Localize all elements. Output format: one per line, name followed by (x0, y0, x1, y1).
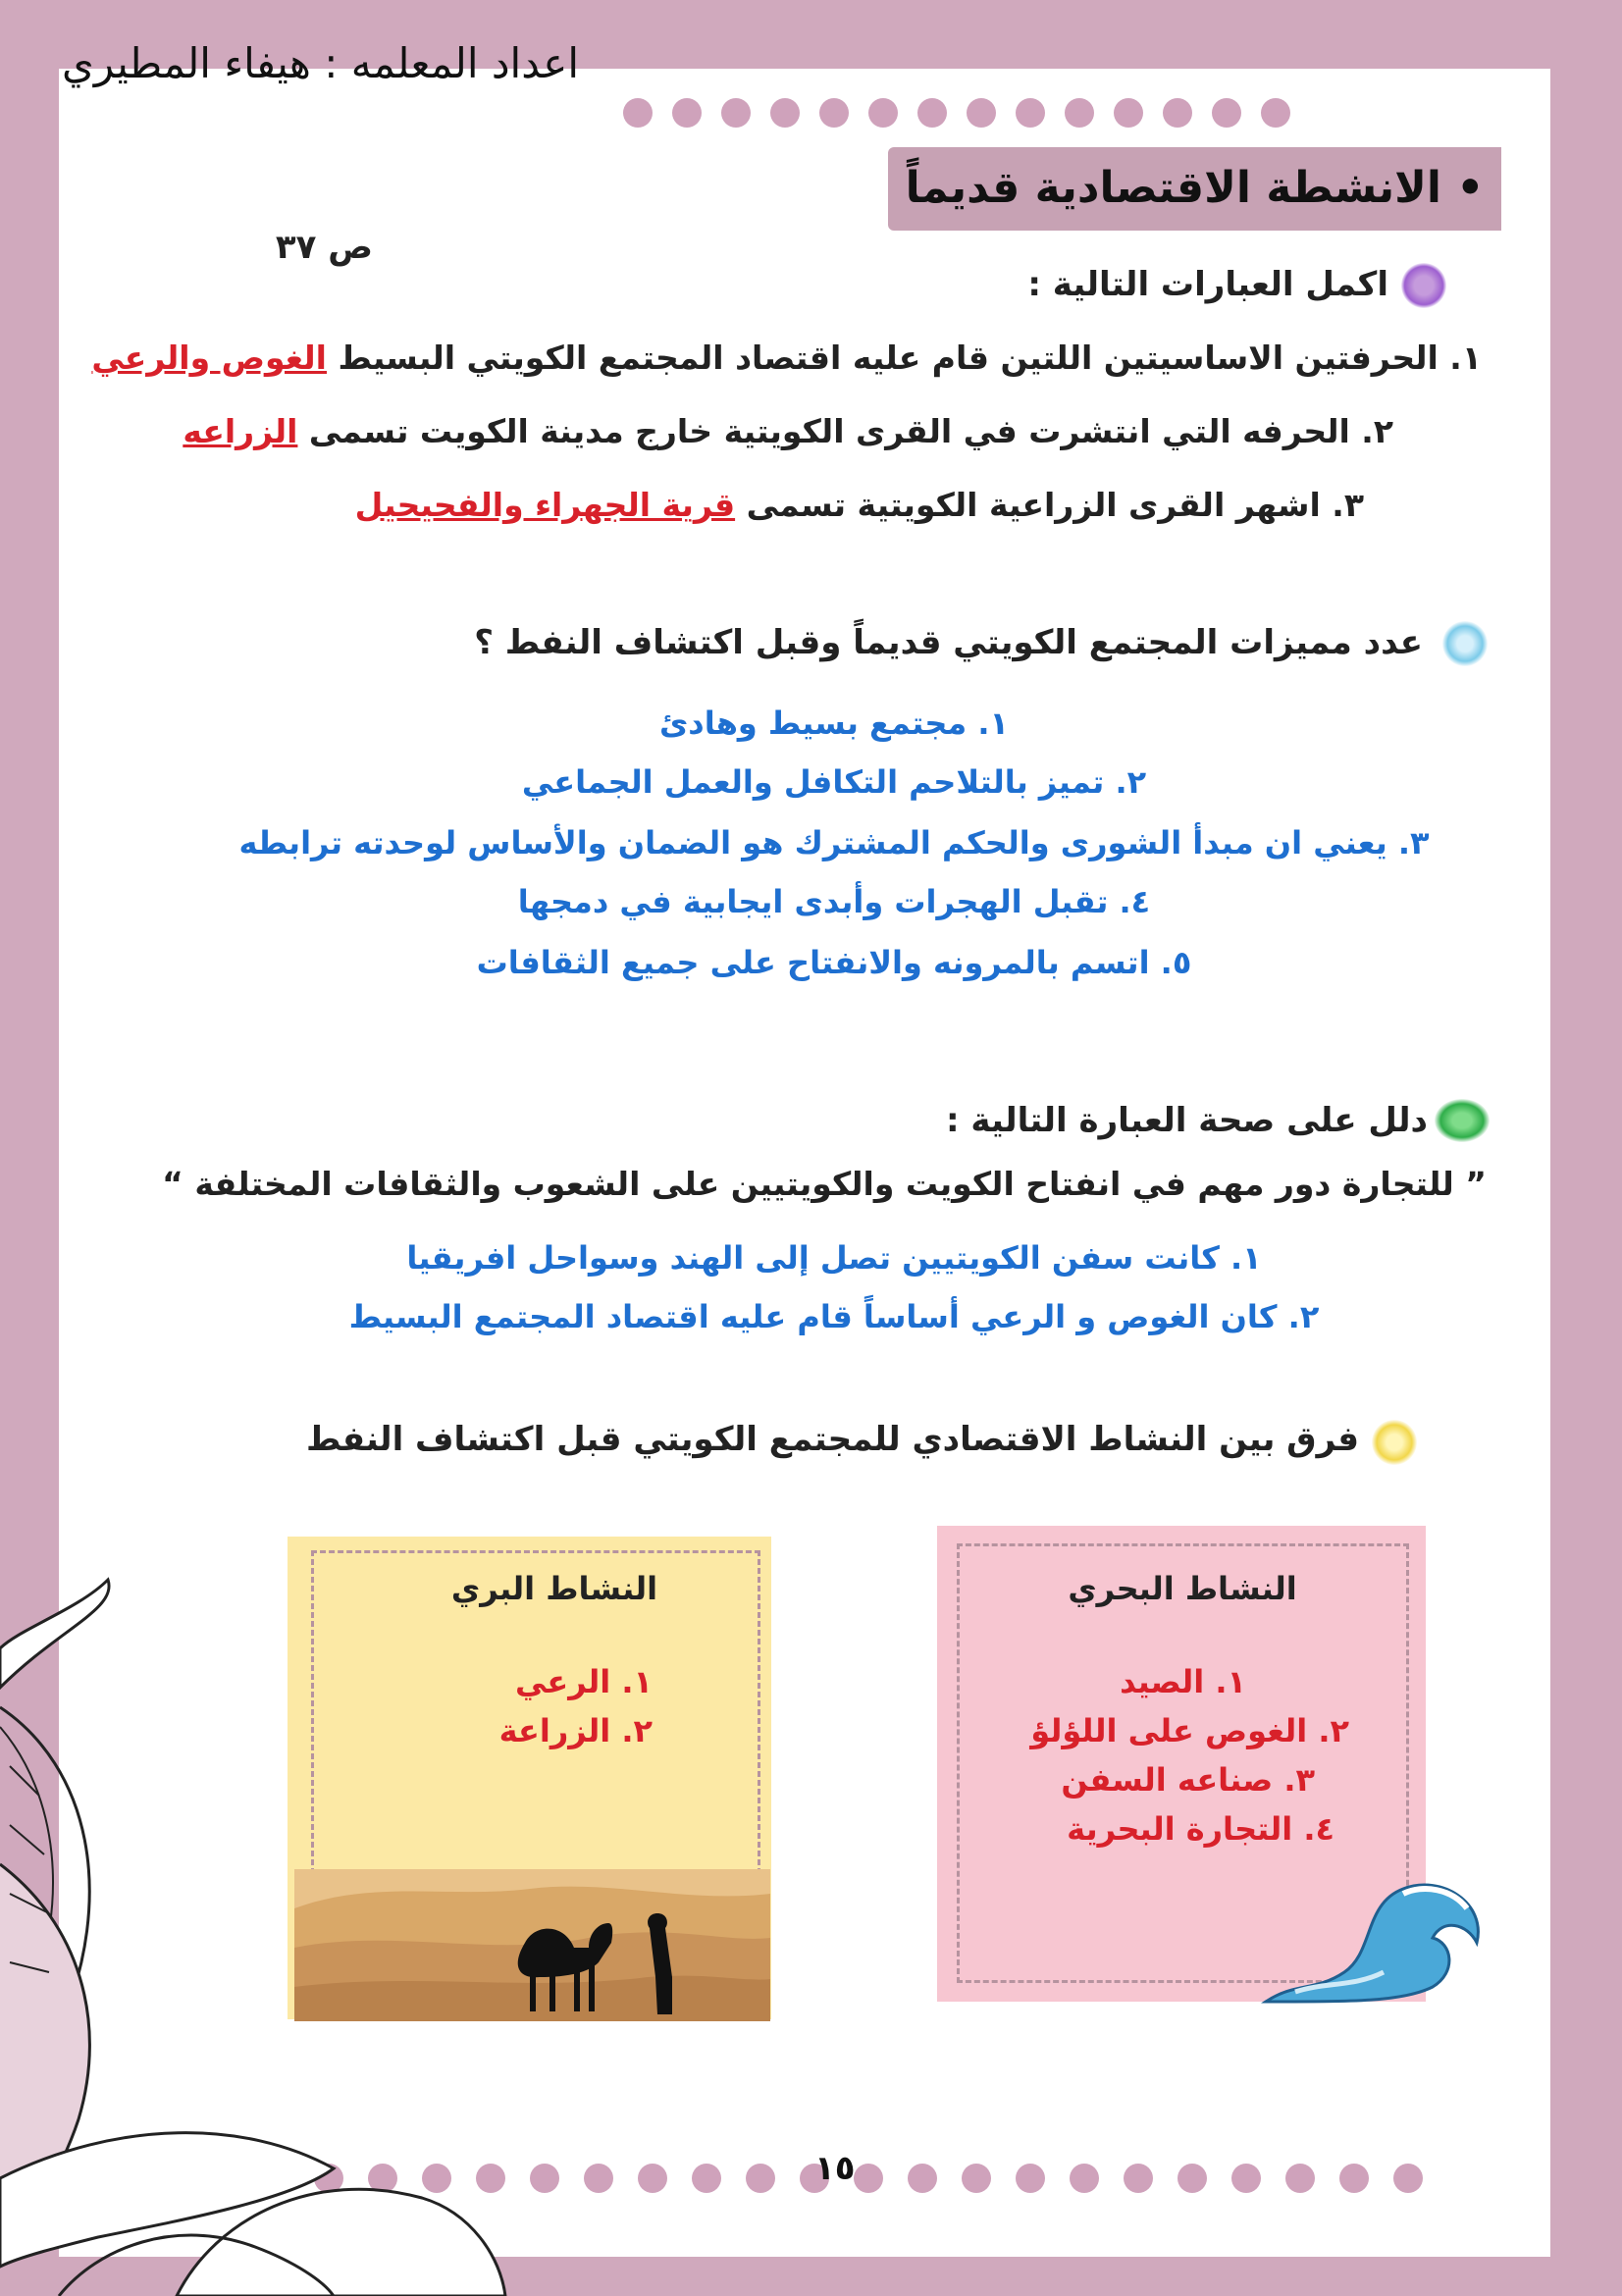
page-reference: ص ٣٧ (275, 228, 373, 267)
section1-heading: اكمل العبارات التالية : (1027, 265, 1388, 304)
dot-decoration (1261, 98, 1290, 128)
scribble-green-icon (1435, 1099, 1490, 1142)
dot-decoration (692, 2164, 721, 2193)
dot-decoration (623, 98, 653, 128)
section2-item-4: ٤. تقبل الهجرات وأبدى ايجابية في دمجها (517, 883, 1151, 920)
dot-decoration (1070, 2164, 1099, 2193)
dot-decoration (770, 98, 800, 128)
scribble-yellow-icon (1372, 1420, 1417, 1465)
land-activity-title: النشاط البري (450, 1570, 658, 1607)
section3-item-2: ٢. كان الغوص و الرعي أساساً قام عليه اقتصاد المجتمع البسيط (348, 1298, 1320, 1335)
teacher-name: اعداد المعلمه : هيفاء المطيري (62, 39, 579, 87)
sea-activity-item: ٣. صناعه السفن (1061, 1761, 1315, 1799)
dot-decoration (584, 2164, 613, 2193)
dot-decoration (1177, 2164, 1207, 2193)
dot-decoration (967, 98, 996, 128)
land-activity-item: ١. الرعي (515, 1663, 653, 1700)
dot-decoration (1016, 2164, 1045, 2193)
land-activity-item: ٢. الزراعة (498, 1712, 653, 1749)
dot-decoration (1339, 2164, 1369, 2193)
dot-decoration (638, 2164, 667, 2193)
dot-decoration (917, 98, 947, 128)
dot-decoration (962, 2164, 991, 2193)
section1-item-1 (91, 339, 1482, 377)
dot-decoration (819, 98, 849, 128)
section2-item-1: ١. مجتمع بسيط وهادئ (658, 704, 1010, 742)
scribble-purple-icon (1401, 263, 1446, 308)
sea-activity-item: ٤. التجارة البحرية (1067, 1810, 1334, 1848)
wave-illustration (1256, 1864, 1501, 2011)
dot-decoration (746, 2164, 775, 2193)
section3-item-1: ١. كانت سفن الكويتيين تصل إلى الهند وسواحل افريقيا (406, 1239, 1262, 1277)
dot-decoration (854, 2164, 883, 2193)
dot-decoration (530, 2164, 559, 2193)
section2-item-2: ٢. تميز بالتلاحم التكافل والعمل الجماعي (521, 763, 1147, 801)
dot-decoration (1163, 98, 1192, 128)
dot-decoration (1231, 2164, 1261, 2193)
section4-heading: فرق بين النشاط الاقتصادي للمجتمع الكويتي قبل اكتشاف النفط (306, 1420, 1359, 1459)
section2-item-3: ٣. يعني ان مبدأ الشورى والحكم المشترك هو الضمان والأساس لوحدته ترابطه (238, 824, 1430, 861)
leaf-decoration (0, 1570, 510, 2296)
item-text: ٣. اشهر القرى الزراعية الكويتية تسمى (735, 486, 1364, 524)
dot-decoration (1124, 2164, 1153, 2193)
dot-decoration (908, 2164, 937, 2193)
section2-heading: عدد مميزات المجتمع الكويتي قديماً وقبل اكتشاف النفط ؟ (474, 623, 1423, 662)
dot-decoration (1212, 98, 1241, 128)
section2-item-5: ٥. اتسم بالمرونه والانفتاح على جميع الثقافات (476, 944, 1192, 981)
sea-activity-item: ٢. الغوص على اللؤلؤ (1030, 1712, 1349, 1749)
section1-item-2 (147, 412, 1393, 450)
dot-decoration (868, 98, 898, 128)
dot-decoration (1016, 98, 1045, 128)
section3-heading: دلل على صحة العبارة التالية : (945, 1101, 1428, 1140)
dot-decoration (1393, 2164, 1423, 2193)
dot-decoration (721, 98, 751, 128)
section1-item-3 (147, 486, 1364, 524)
page-title: • الانشطة الاقتصادية قديماً (905, 163, 1485, 213)
answer-text: قرية الجهراء والفحيحيل (354, 486, 736, 524)
answer-text: الزراعه (183, 412, 298, 450)
sea-activity-title: النشاط البحري (1068, 1570, 1297, 1607)
dot-decoration (1114, 98, 1143, 128)
dot-decoration (1065, 98, 1094, 128)
dot-decoration (1285, 2164, 1315, 2193)
page-number: ١٥ (814, 2149, 856, 2188)
scribble-blue-icon (1442, 621, 1488, 666)
answer-text: الغوص والرعي (91, 339, 327, 377)
dot-decoration (672, 98, 702, 128)
section3-quote: ” للتجارة دور مهم في انفتاح الكويت والكويتيين على الشعوب والثقافات المختلفة “ (162, 1165, 1487, 1203)
item-text: ٢. الحرفه التي انتشرت في القرى الكويتية خارج مدينة الكويت تسمى (297, 412, 1393, 450)
sea-activity-item: ١. الصيد (1120, 1663, 1246, 1700)
item-text: ١. الحرفتين الاساسيتين اللتين قام عليه اقتصاد المجتمع الكويتي البسيط (327, 339, 1482, 377)
